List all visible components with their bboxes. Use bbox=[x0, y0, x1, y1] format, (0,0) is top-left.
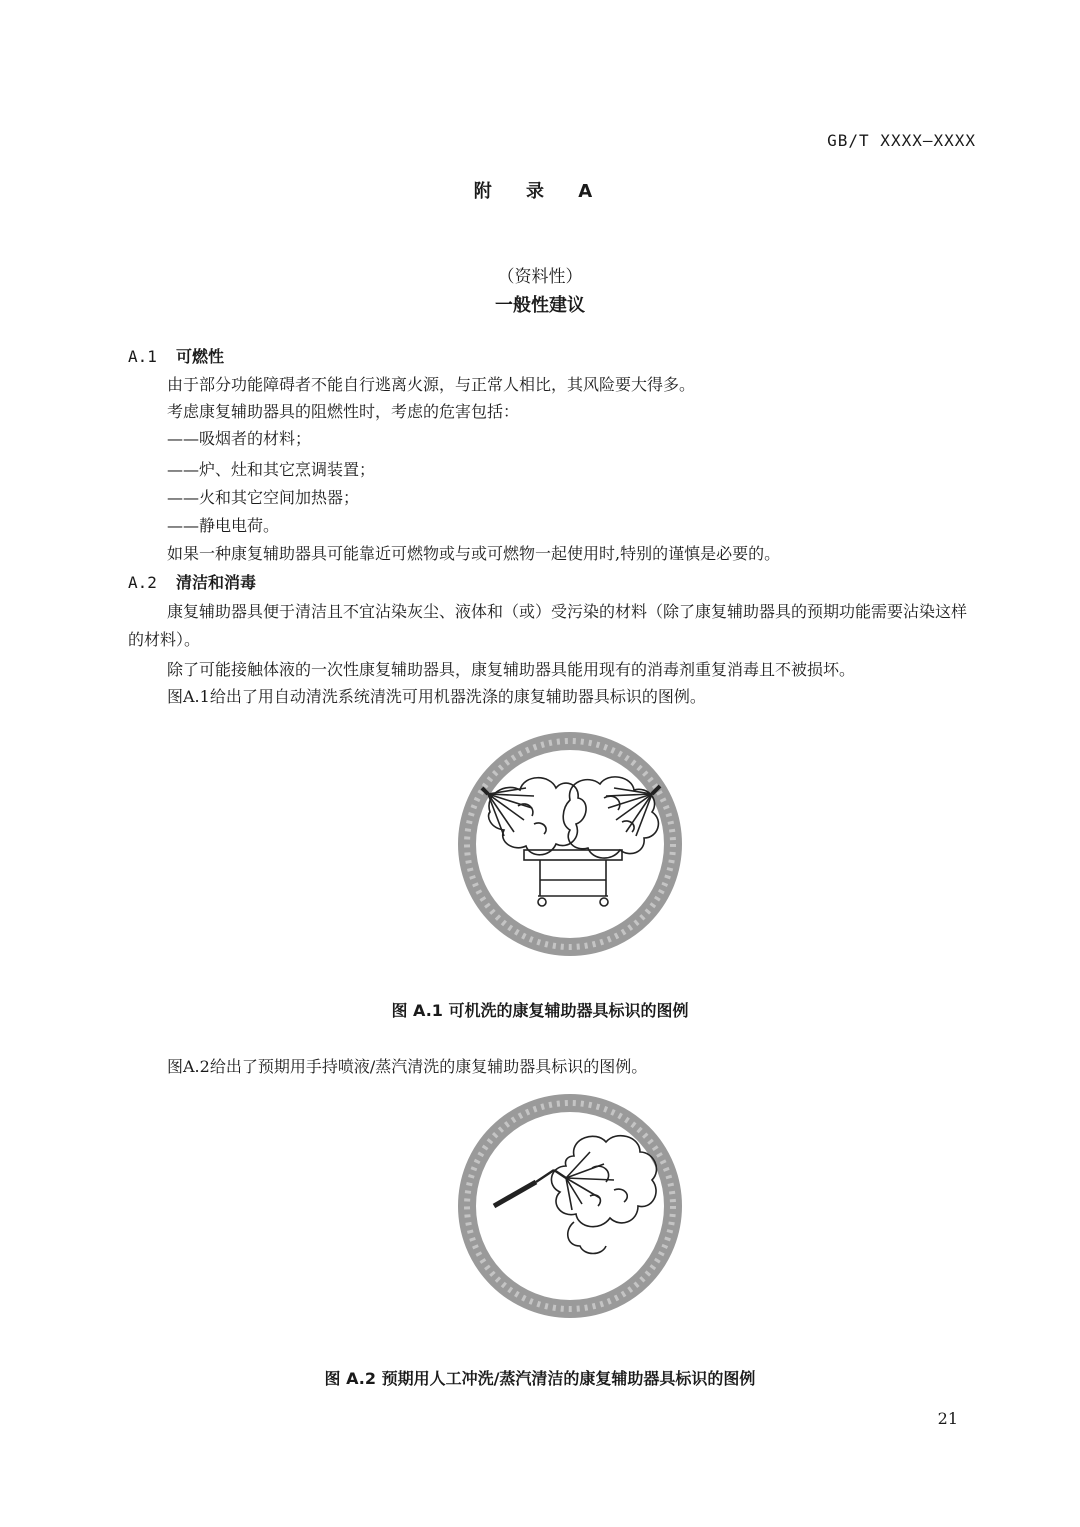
section-title: 可燃性 bbox=[176, 347, 225, 366]
paragraph: 图A.1给出了用自动清洗系统清洗可用机器洗涤的康复辅助器具标识的图例。 bbox=[167, 687, 706, 706]
list-item: ——静电电荷。 bbox=[167, 516, 280, 535]
paragraph: 由于部分功能障碍者不能自行逃离火源，与正常人相比，其风险要大得多。 bbox=[167, 375, 696, 394]
paragraph: 康复辅助器具便于清洁且不宜沾染灰尘、液体和（或）受污染的材料（除了康复辅助器具的预期功能需要沾染这样的材料）。 bbox=[128, 602, 968, 649]
appendix-type: （资料性） bbox=[497, 267, 583, 287]
paragraph: 除了可能接触体液的一次性康复辅助器具，康复辅助器具能用现有的消毒剂重复消毒且不被损坏。 bbox=[167, 660, 856, 679]
section-heading-a1 bbox=[128, 344, 224, 367]
list-item: ——炉、灶和其它烹调装置； bbox=[167, 460, 376, 479]
figure-caption-a2: 图 A.2 预期用人工冲洗/蒸汽清洁的康复辅助器具标识的图例 bbox=[324, 1369, 756, 1388]
page-number: 21 bbox=[937, 1409, 958, 1428]
hand-spray-symbol-icon bbox=[454, 1090, 686, 1322]
paragraph: 图A.2给出了预期用手持喷液/蒸汽清洗的康复辅助器具标识的图例。 bbox=[167, 1057, 648, 1076]
paragraph: 考虑康复辅助器具的阻燃性时，考虑的危害包括： bbox=[167, 402, 520, 421]
section-title: 清洁和消毒 bbox=[176, 573, 257, 592]
machine-wash-symbol-icon bbox=[454, 728, 686, 960]
section-heading-a2 bbox=[128, 570, 256, 593]
paragraph: 如果一种康复辅助器具可能靠近可燃物或与或可燃物一起使用时,特别的谨慎是必要的。 bbox=[167, 544, 781, 563]
section-number: A.2 bbox=[128, 573, 157, 592]
section-number: A.1 bbox=[128, 347, 157, 366]
standard-code: GB/T XXXX—XXXX bbox=[827, 131, 976, 150]
figure-caption-a1: 图 A.1 可机洗的康复辅助器具标识的图例 bbox=[391, 1001, 689, 1020]
appendix-name: 一般性建议 bbox=[495, 295, 585, 316]
list-item: ——火和其它空间加热器； bbox=[167, 488, 360, 507]
appendix-title: 附 录 A bbox=[473, 181, 607, 202]
list-item: ——吸烟者的材料； bbox=[167, 429, 312, 448]
